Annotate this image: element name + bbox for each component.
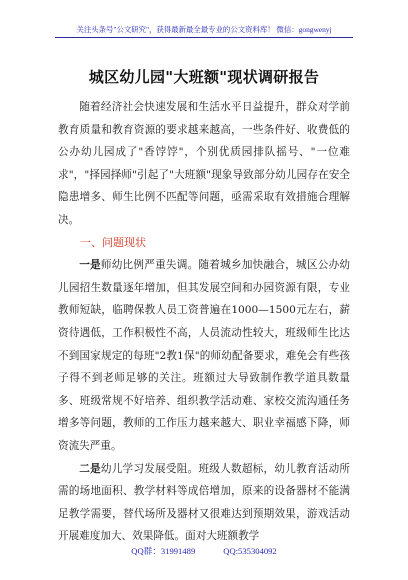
page-footer (0, 545, 408, 557)
paragraph-2-text: 幼儿学习发展受阻。班级人数超标，幼儿教育活动所需的场地面积、教学材料等成倍增加，原来的设备器材不能满足教学需要，替代场所及器材又很难达到预期效果，游戏活动开展难度加大、效果降低。面对大班额教学 (58, 462, 351, 543)
section-heading: 一、问题现状 (80, 235, 146, 249)
paragraph-1 (58, 254, 350, 457)
paragraph-1-text: 师幼比例严重失调。随着城乡加快融合，城区公办幼儿园招生数量逐年增加，但其发展空间和办园资源有限，专业教师短缺，临聘保教人员工资普遍在1000—1500元左右，薪资待遇低，工作积极性不高，人员流动性较大，班级师生比达不到国家规定的每班"2教1保"的师幼配备要求，难免会有些孩子得不到老师足够的关注。班额过大导致制作教学道具数量多、班级常规不好培养、组织教学活动难、家校交流沟通任务增多等问题，教师的工作压力越来越大、职业幸福感下降，师资流失严重。 (58, 259, 351, 452)
footer-qq: QQ:535304092 (223, 546, 277, 556)
paragraph-2-lead: 二是 (79, 462, 101, 475)
footer-qq-group: QQ群：31991489 (131, 546, 196, 556)
paragraph-1-lead: 一是 (79, 259, 101, 272)
document-body (58, 96, 350, 548)
document-title: 城区幼儿园"大班额"现状调研报告 (88, 68, 320, 86)
intro-paragraph: 随着经济社会快速发展和生活水平日益提升，群众对学前教育质量和教育资源的要求越来越高，一些条件好、收费低的公办幼儿园成了"香饽饽"，个别优质园排队摇号、"一位难求"，"择园择师"引起了"大班额"现象导致部分幼儿园存在安全隐患增多、师生比例不匹配等问题，亟需采取有效措施合理解决。 (58, 101, 350, 226)
paragraph-2 (58, 458, 350, 548)
header-banner-text: 关注头条号"公文研究"，获得最新最全最专业的公文资料库！ 微信：gongwenyj (76, 24, 332, 34)
header-banner (55, 21, 353, 38)
